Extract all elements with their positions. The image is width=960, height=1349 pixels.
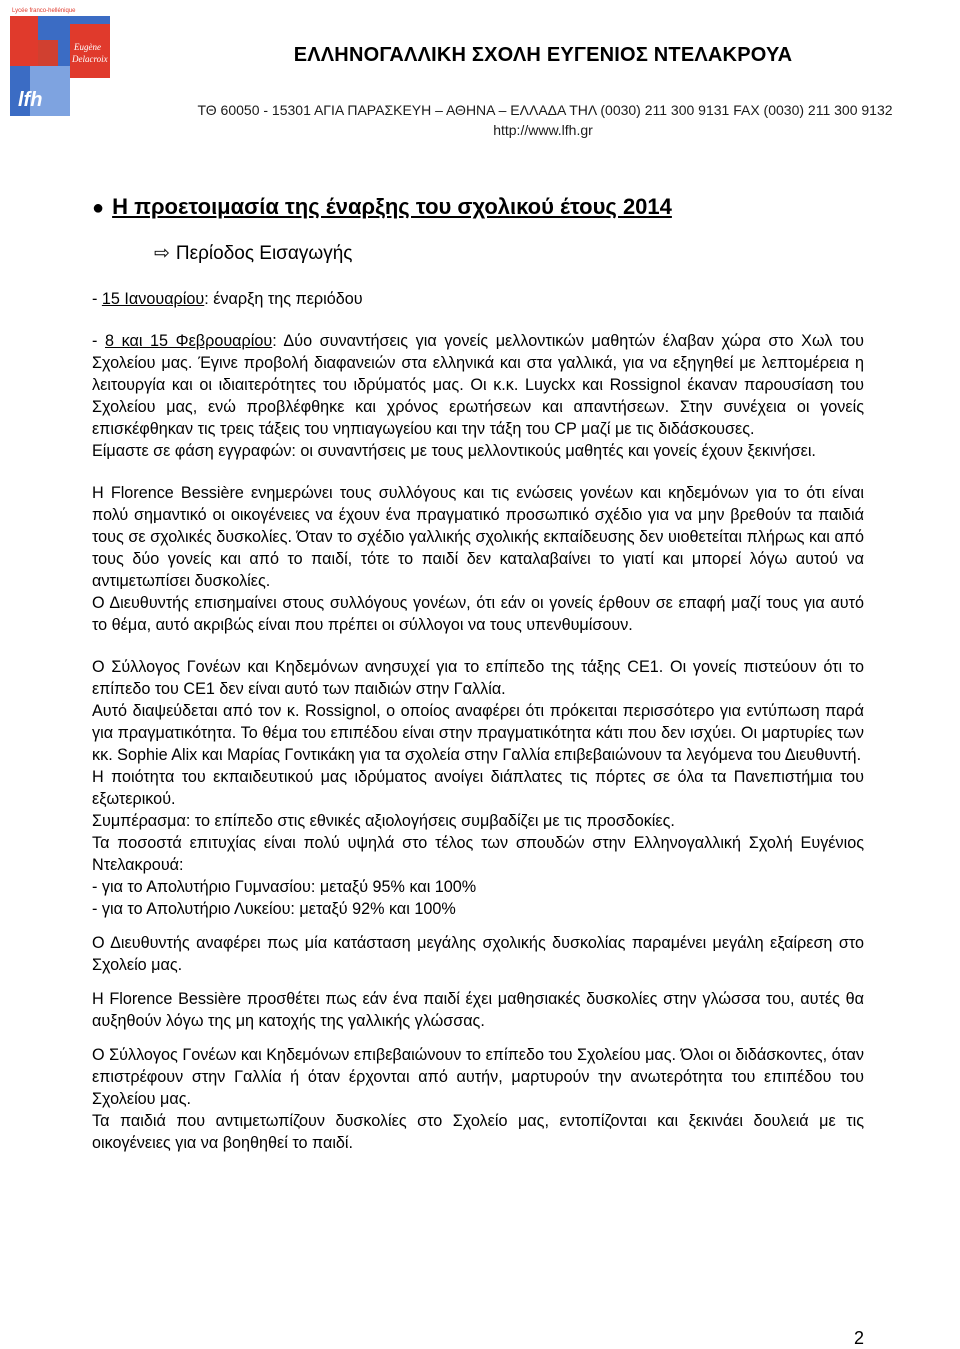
list-item-gymnasium: - για το Απολυτήριο Γυμνασίου: μεταξύ 95% και 100%: [92, 878, 477, 896]
paragraph-bessiere-project: Η Florence Bessière ενημερώνει τους συλλόγους και τις ενώσεις γονέων και κηδεμόνων για το ότι είναι πολύ σημαντικό οι οικογένειες να έχουν ένα πραγματικό προσωπικό σχέδιο για να μην βρεθούν τα παιδιά τους σε σχολικές δυσκολίες. Όταν το σχέδιο γαλλικής σχολικής εκπαίδευσης δεν υιοθετείται πλήρως και από τους δύο γονείς και από το παιδί, τότε το παιδί δεν καταλαβαίνει το γιατί και μπορεί λόγω αυτού να αντιμετωπίσει δυσκολίες.: [92, 484, 864, 590]
paragraph-director-reminder: Ο Διευθυντής επισημαίνει στους συλλόγους γονέων, ότι εάν οι γονείς έρθουν σε επαφή μαζί τους για αυτό το θέμα, αυτό ακριβώς είναι που πρέπει οι σύλλογοι να τους υπενθυμίσουν.: [92, 594, 864, 634]
school-name-title: ΕΛΛΗΝΟΓΑΛΛΙΚΗ ΣΧΟΛΗ ΕΥΓΕΝΙΟΣ ΝΤΕΛΑΚΡΟΥΑ: [293, 44, 793, 66]
paragraph-quality: Η ποιότητα του εκπαιδευτικού μας ιδρύματος ανοίγει διάπλατες τις πόρτες σε όλα τα Πανεπιστήμια του εξωτερικού.: [92, 768, 864, 808]
paragraph-bessiere-language: Η Florence Bessière προσθέτει πως εάν ένα παιδί έχει μαθησιακές δυσκολίες στην γλώσσα του, αυτές θα αυξηθούν λόγω της μη κατοχής της γαλλικής γλώσσας.: [92, 990, 864, 1030]
logo-name-line2: Delacroix: [72, 54, 108, 64]
paragraph-parents-confirm: Ο Σύλλογος Γονέων και Κηδεμόνων επιβεβαιώνουν το επίπεδο του Σχολείου μας. Όλοι οι διδάσκοντες, όταν επιστρέφουν στην Γαλλία ή όταν έρχονται από αυτήν, μαρτυρούν την ανωτερότητα του επιπέδου του Σχολείου μας.: [92, 1046, 864, 1108]
list-dash: -: [92, 332, 105, 350]
paragraph-children-support: Τα παιδιά που αντιμετωπίζουν δυσκολίες στο Σχολείο μας, εντοπίζονται και ξεκινάει δουλειά με τις οικογένειες για να βοηθηθεί το παιδί.: [92, 1112, 864, 1152]
logo-initials: lfh: [18, 89, 43, 111]
paragraph-rossignol-reply: Αυτό διαψεύδεται από τον κ. Rossignol, ο οποίος αναφέρει ότι πρόκειται περισσότερο για εντύπωση παρά για πραγματικότητα. Το θέμα του επιπέδου είναι στην πραγματικότητα κάτι που δεν ισχύει. Οι μαρτυρίες των κκ. Sophie Alix και Μαρίας Γοντικάκη για τα σχολεία στην Γαλλία επιβεβαιώνουν τα λεγόμενα του Διευθυντή.: [92, 702, 864, 764]
date-label: 15 Ιανουαρίου: [101, 290, 205, 308]
paragraph-meetings: [92, 330, 864, 440]
school-address: ΤΘ 60050 - 15301 ΑΓΙΑ ΠΑΡΑΣΚΕΥΗ – ΑΘΗΝΑ – ΕΛΛΑΔΑ ΤΗΛ (0030) 211 300 9131 FAX (0030) 211 300 9132: [197, 102, 893, 118]
document-body: [92, 288, 864, 1154]
paragraph-text: : έναρξη της περιόδου: [204, 290, 363, 308]
paragraph-conclusion: Συμπέρασμα: το επίπεδο στις εθνικές αξιολογήσεις συμβαδίζει με τις προσδοκίες.: [92, 812, 675, 830]
paragraph-start-date: [92, 288, 864, 310]
section-heading-text: Η προετοιμασία της έναρξης του σχολικού έτους 2014: [112, 194, 672, 219]
list-item-lyceum: - για το Απολυτήριο Λυκείου: μεταξύ 92% και 100%: [92, 900, 456, 918]
arrow-right-icon: ⇨: [154, 243, 170, 264]
bullet-icon: ●: [92, 197, 105, 219]
paragraph-director-difficulty: Ο Διευθυντής αναφέρει πως μία κατάσταση μεγάλης σχολικής δυσκολίας παραμένει μεγάλη εξαίρεση στο Σχολείο μας.: [92, 934, 864, 974]
date-label: 8 και 15 Φεβρουαρίου: [105, 332, 273, 350]
logo-tagline: Lycée franco-hellénique: [12, 8, 76, 14]
paragraph-success-rates: Τα ποσοστά επιτυχίας είναι πολύ υψηλά στο τέλος των σπουδών στην Ελληνογαλλική Σχολή Ευγένιος Ντελακρουά:: [92, 834, 864, 874]
paragraph-ce1-concern: Ο Σύλλογος Γονέων και Κηδεμόνων ανησυχεί για το επίπεδο της τάξης CE1. Οι γονείς πιστεύουν ότι το επίπεδο του CE1 δεν είναι αυτό των παιδιών στην Γαλλία.: [92, 658, 864, 698]
list-dash: -: [92, 290, 102, 308]
paragraph-enrollment: Είμαστε σε φάση εγγραφών: οι συναντήσεις με τους μελλοντικούς μαθητές και γονείς έχουν ξεκινήσει.: [92, 442, 816, 460]
logo-name-line1: Eugène: [74, 42, 101, 52]
subsection-heading-text: Περίοδος Εισαγωγής: [175, 243, 353, 264]
page-number: 2: [853, 1328, 864, 1348]
section-heading: [92, 194, 672, 220]
paragraph-text: : Δύο συναντήσεις για γονείς μελλοντικών μαθητών έλαβαν χώρα στο Χωλ του Σχολείου μας. Έγινε προβολή διαφανειών στα ελληνικά και στα γαλλικά, για να εξηγηθεί με λεπτομέρεια η λειτουργία και οι ιδιαιτερότητες του ιδρύματός μας. Οι κ.κ. Luyckx και Rossignol έκαναν παρουσίαση του Σχολείου μας, ενώ προβλέφθηκε και χρόνος ερωτήσεων και απαντήσεων. Στην συνέχεια οι γονείς επισκέφθηκαν τις τρεις τάξεις του νηπιαγωγείου και την τάξη του CP μαζί με τις διδάσκουσες.: [92, 332, 864, 438]
subsection-heading: [154, 242, 352, 265]
school-website-link[interactable]: http://www.lfh.gr: [493, 122, 593, 138]
